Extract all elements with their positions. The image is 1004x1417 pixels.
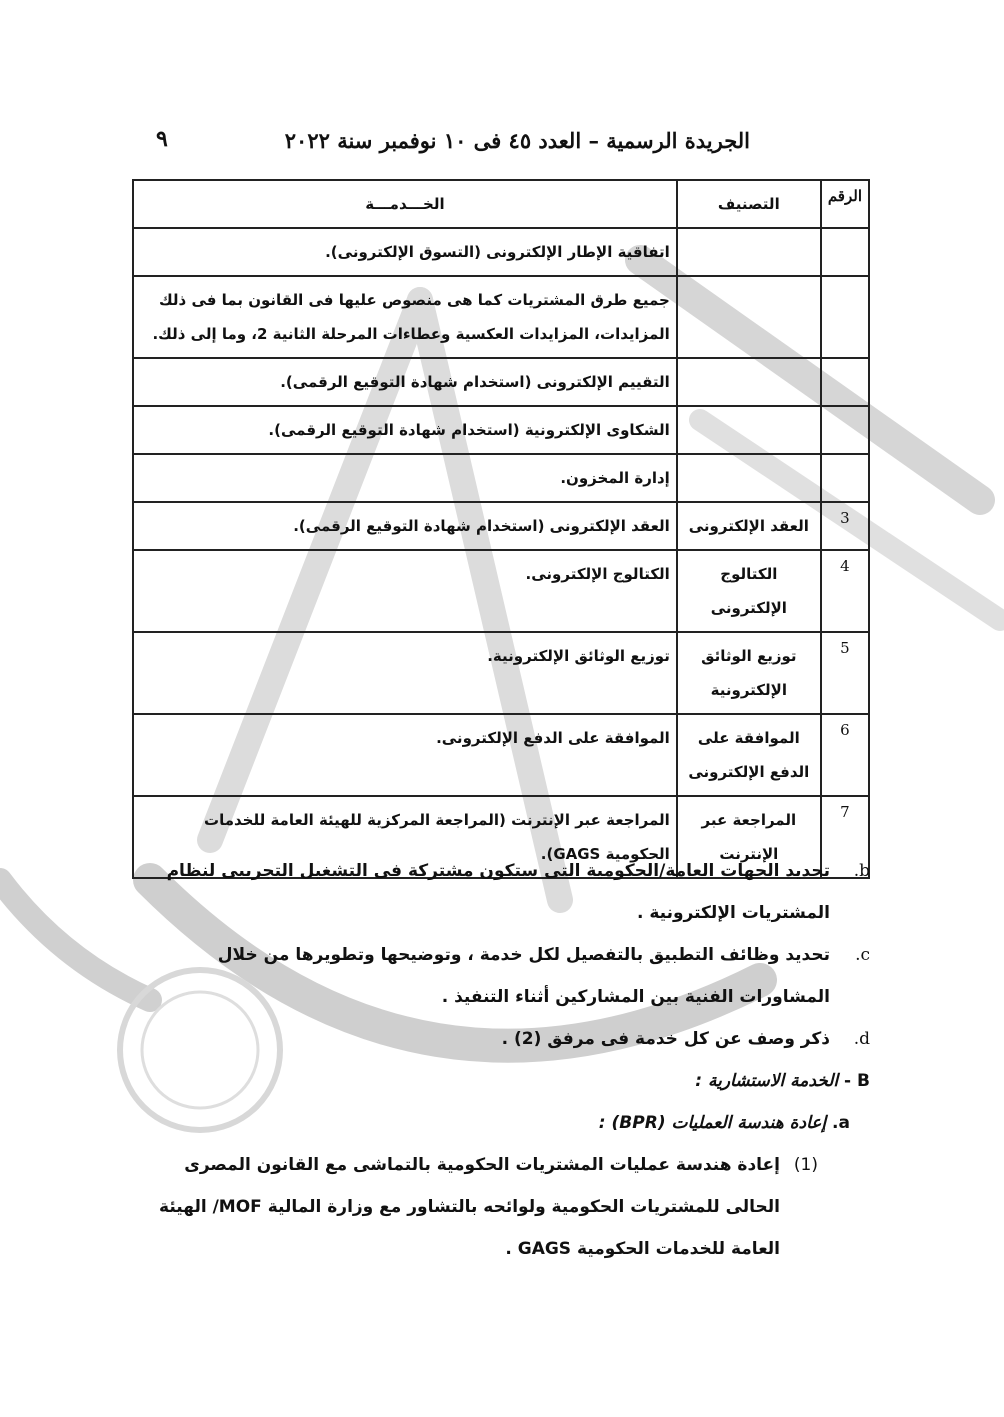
row-classification xyxy=(677,276,821,358)
row-classification xyxy=(677,228,821,276)
row-num xyxy=(821,358,869,406)
row-service: العقد الإلكترونى (استخدام شهادة التوقيع الرقمى). xyxy=(133,502,677,550)
row-num: 4 xyxy=(821,550,869,632)
list-text: ذكر وصف عن كل خدمة فى مرفق (2) . xyxy=(501,1029,830,1049)
row-service: جميع طرق المشتريات كما هى منصوص عليها فى القانون بما فى ذلك المزايدات، المزايدات العكسية وعطاءات المرحلة الثانية 2، وما إلى ذلك. xyxy=(133,276,677,358)
header-classification: التصنيف xyxy=(677,180,821,228)
row-classification: الموافقة على الدفع الإلكترونى xyxy=(677,714,821,796)
row-classification: الكتالوج الإلكترونى xyxy=(677,550,821,632)
paragraph-marker: (1) xyxy=(793,1155,818,1175)
header-num: الرقم xyxy=(821,180,869,228)
row-service: إدارة المخزون. xyxy=(133,454,677,502)
list-text: تحديد وظائف التطبيق بالتفصيل لكل خدمة ، وتوضيحها وتطويرها من خلال المشاورات الفنية بين المشاركين أثناء التنفيذ . xyxy=(217,945,830,1007)
table-row xyxy=(133,276,869,358)
row-service: اتفاقية الإطار الإلكترونى (التسوق الإلكترونى). xyxy=(133,228,677,276)
row-num xyxy=(821,276,869,358)
list-marker: b. xyxy=(853,861,870,881)
row-num: 5 xyxy=(821,632,869,714)
row-classification: العقد الإلكترونى xyxy=(677,502,821,550)
list-item-c xyxy=(132,934,870,1018)
table-row xyxy=(133,358,869,406)
row-classification xyxy=(677,406,821,454)
row-num xyxy=(821,454,869,502)
table-row xyxy=(133,714,869,796)
table-row xyxy=(133,502,869,550)
row-num xyxy=(821,228,869,276)
paragraph-text: إعادة هندسة عمليات المشتريات الحكومية بالتماشى مع القانون المصرى الحالى للمشتريات الحكومية ولوائحه بالتشاور مع وزارة المالية MOF/ الهيئة العامة للخدمات الحكومية GAGS . xyxy=(159,1155,780,1259)
list-item-b xyxy=(132,850,870,934)
document-body xyxy=(132,850,870,1270)
row-service: المراجعة عبر الإنترنت (المراجعة المركزية للهيئة العامة للخدمات الحكومية GAGS). xyxy=(133,796,677,878)
services-table xyxy=(132,179,870,879)
page-header: الجريدة الرسمية – العدد ٤٥ فى ١٠ نوفمبر سنة ٢٠٢٢ xyxy=(284,128,750,153)
section-title: إعادة هندسة العمليات (BPR) : xyxy=(598,1113,827,1133)
row-service: الموافقة على الدفع الإلكترونى. xyxy=(133,714,677,796)
section-marker: a. xyxy=(832,1113,850,1133)
table-header-row xyxy=(133,180,869,228)
list-marker: d. xyxy=(853,1029,870,1049)
header-service: الخـــدمـــة xyxy=(133,180,677,228)
row-service: التقييم الإلكترونى (استخدام شهادة التوقيع الرقمى). xyxy=(133,358,677,406)
row-service: الشكاوى الإلكترونية (استخدام شهادة التوقيع الرقمى). xyxy=(133,406,677,454)
row-num: 3 xyxy=(821,502,869,550)
row-classification: توزيع الوثائق الإلكترونية xyxy=(677,632,821,714)
row-classification: المراجعة عبر الإنترنت xyxy=(677,796,821,878)
row-service: توزيع الوثائق الإلكترونية. xyxy=(133,632,677,714)
section-a-heading xyxy=(132,1102,870,1144)
list-text: تحديد الجهات العامة/الحكومية التى ستكون مشتركة فى التشغيل التجريبى لنظام المشتريات الإلكترونية . xyxy=(166,861,830,923)
table-row xyxy=(133,406,869,454)
section-title: الخدمة الاستشارية : xyxy=(695,1071,839,1091)
page-number: ٩ xyxy=(156,126,168,152)
row-num: 7 xyxy=(821,796,869,878)
row-service: الكتالوج الإلكترونى. xyxy=(133,550,677,632)
row-classification xyxy=(677,358,821,406)
section-b-heading xyxy=(132,1060,870,1102)
table-row xyxy=(133,228,869,276)
table-row xyxy=(133,454,869,502)
row-classification xyxy=(677,454,821,502)
row-num: 6 xyxy=(821,714,869,796)
list-marker: c. xyxy=(855,945,870,965)
paragraph-1 xyxy=(132,1144,870,1270)
table-row xyxy=(133,550,869,632)
table-row xyxy=(133,632,869,714)
list-item-d xyxy=(132,1018,870,1060)
row-num xyxy=(821,406,869,454)
section-marker: B - xyxy=(844,1071,870,1091)
